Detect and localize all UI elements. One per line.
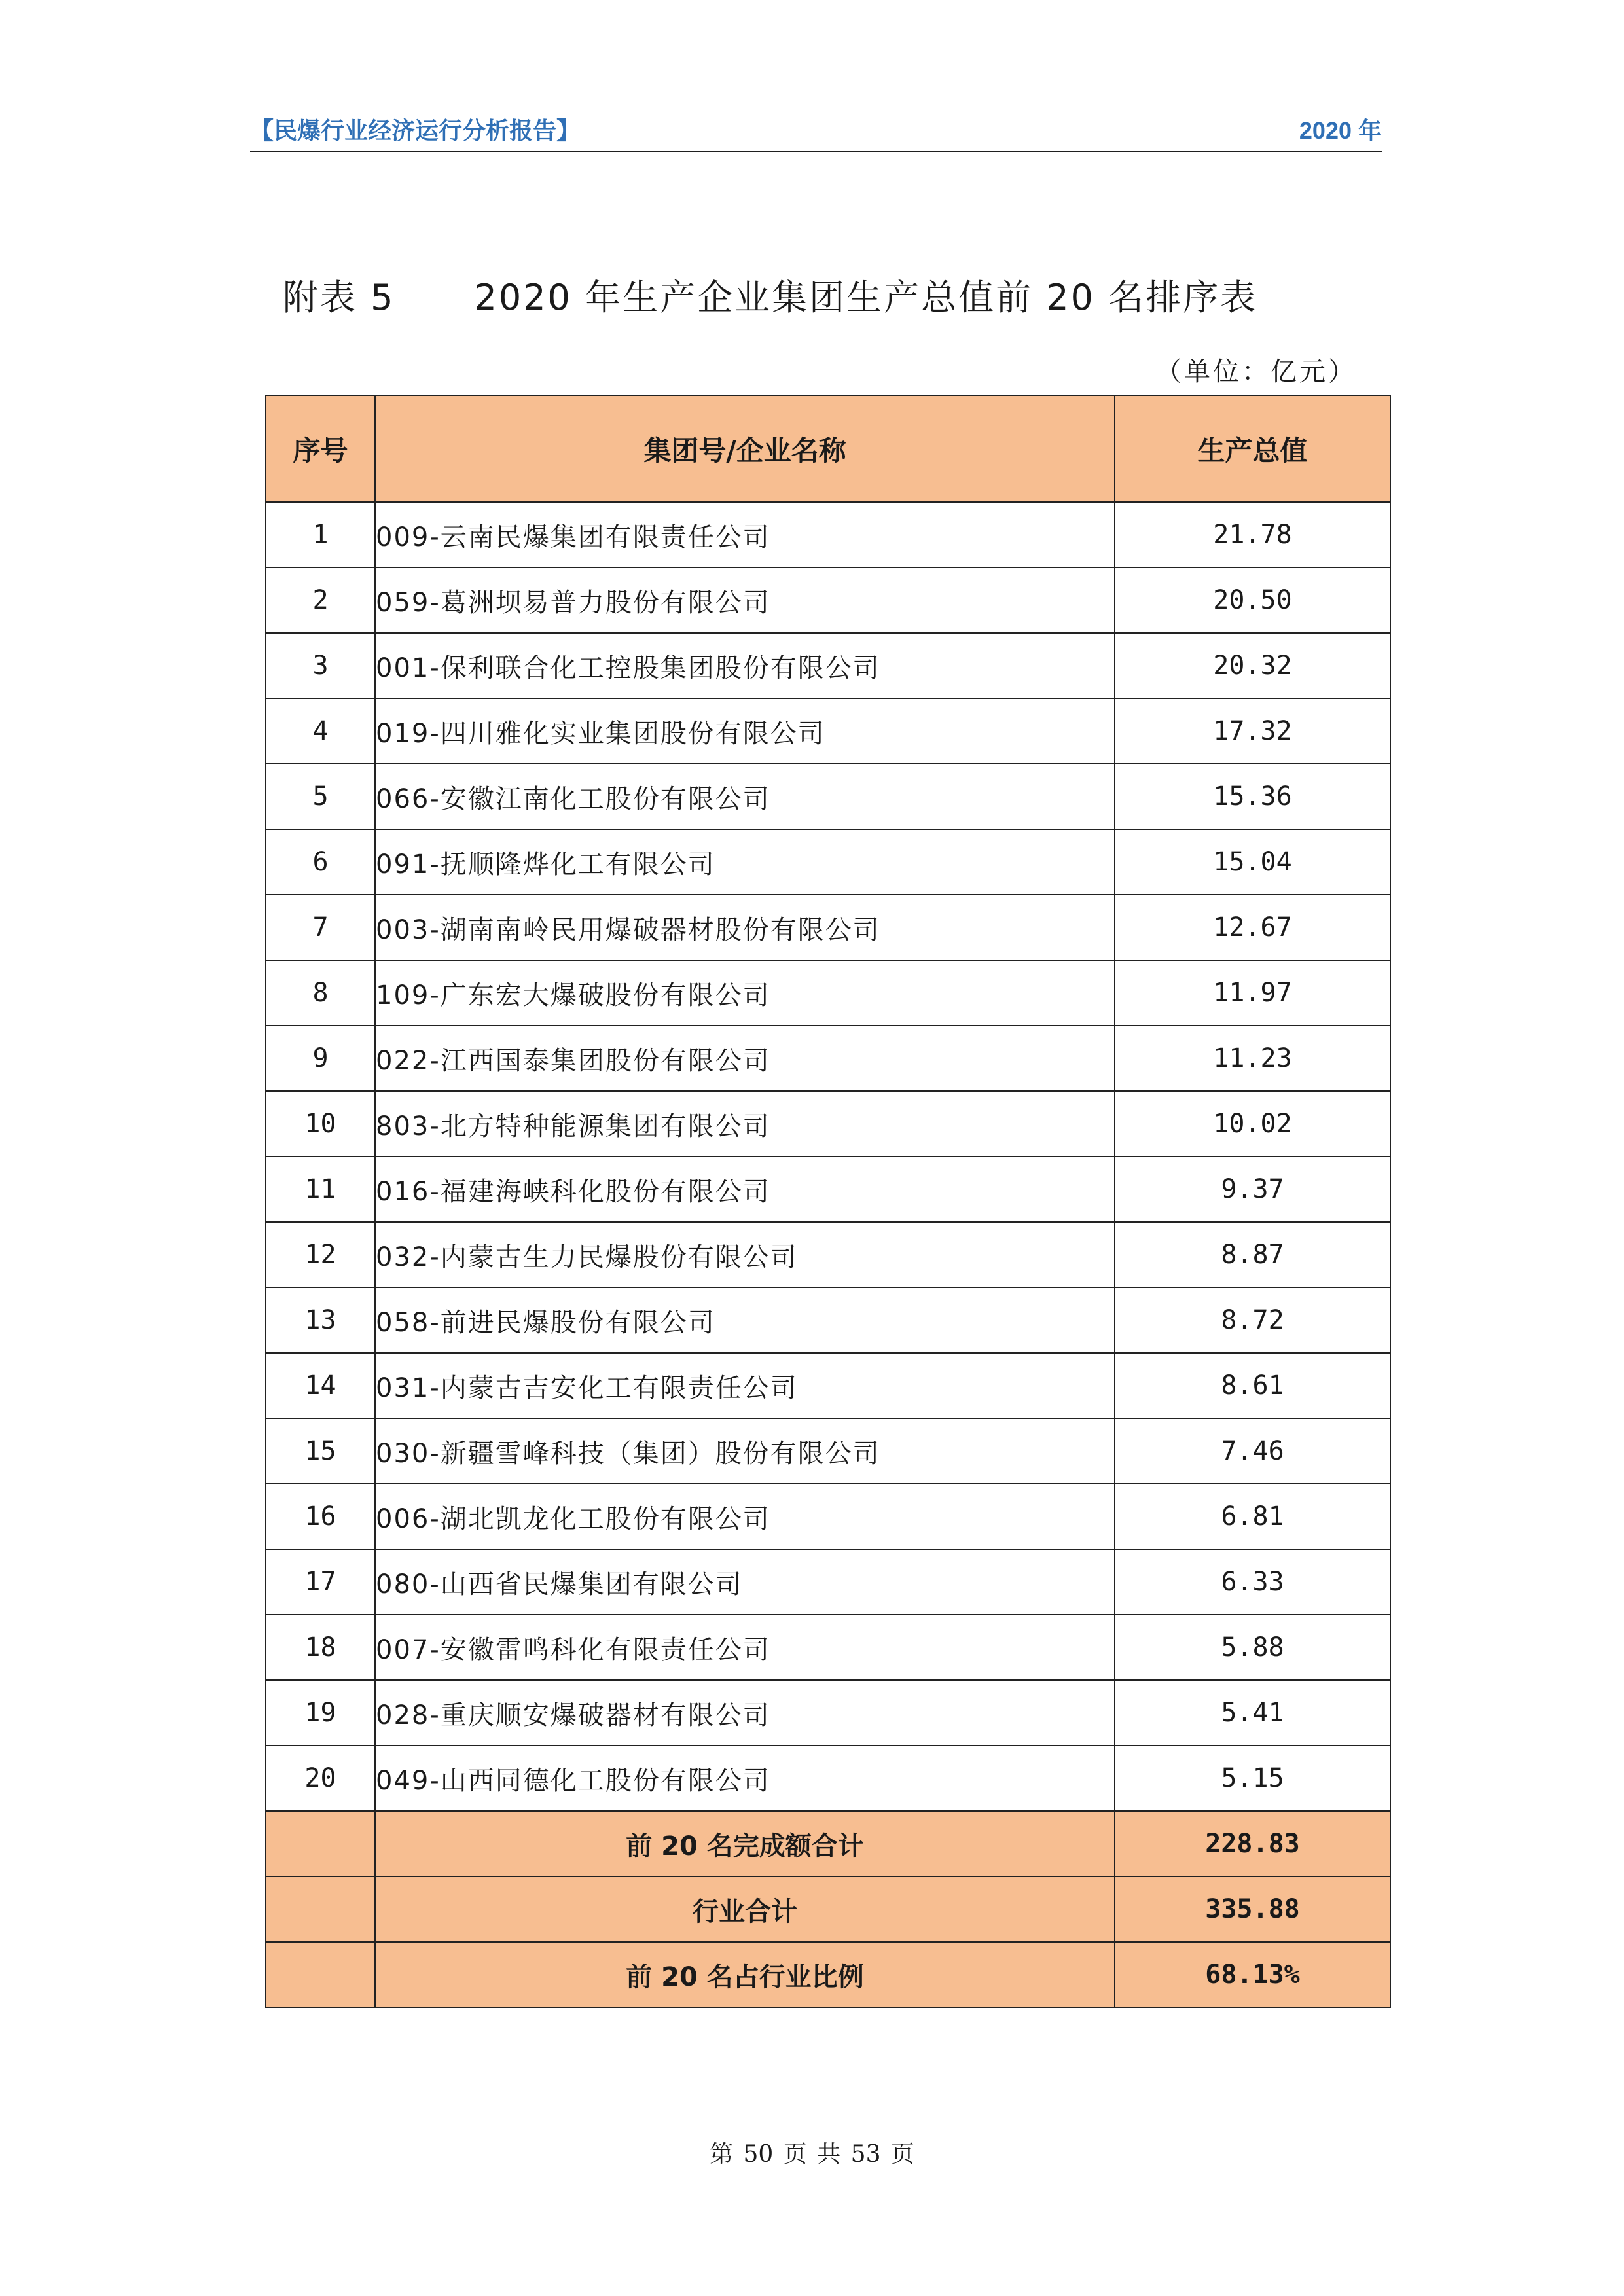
company-name-cell: 080-山西省民爆集团有限公司 — [375, 1549, 1115, 1615]
table-title: 附表 5 2020 年生产企业集团生产总值前 20 名排序表 — [283, 277, 1258, 318]
rank-cell: 3 — [266, 633, 375, 698]
rank-cell: 11 — [266, 1157, 375, 1222]
table-row — [266, 698, 1390, 764]
value-cell: 20.32 — [1115, 633, 1390, 698]
summary-blank-cell — [266, 1876, 375, 1942]
company-name-cell: 006-湖北凯龙化工股份有限公司 — [375, 1484, 1115, 1549]
summary-blank-cell — [266, 1942, 375, 2007]
rank-cell: 7 — [266, 895, 375, 960]
summary-value-cell: 335.88 — [1115, 1876, 1390, 1942]
summary-label-cell: 前 20 名完成额合计 — [375, 1811, 1115, 1876]
header-value: 生产总值 — [1115, 395, 1390, 502]
summary-row — [266, 1876, 1390, 1942]
company-name-cell: 009-云南民爆集团有限责任公司 — [375, 502, 1115, 567]
rank-cell: 2 — [266, 567, 375, 633]
rank-cell: 15 — [266, 1418, 375, 1484]
summary-row — [266, 1811, 1390, 1876]
rank-cell: 17 — [266, 1549, 375, 1615]
table-row — [266, 1353, 1390, 1418]
value-cell: 8.87 — [1115, 1222, 1390, 1287]
table-row — [266, 1026, 1390, 1091]
company-name-cell: 016-福建海峡科化股份有限公司 — [375, 1157, 1115, 1222]
summary-row — [266, 1942, 1390, 2007]
header-rank: 序号 — [266, 395, 375, 502]
table-row — [266, 829, 1390, 895]
company-name-cell: 109-广东宏大爆破股份有限公司 — [375, 960, 1115, 1026]
company-name-cell: 059-葛洲坝易普力股份有限公司 — [375, 567, 1115, 633]
table-row — [266, 1091, 1390, 1157]
report-title: 【民爆行业经济运行分析报告】 — [250, 118, 581, 145]
rank-cell: 19 — [266, 1680, 375, 1746]
rank-cell: 1 — [266, 502, 375, 567]
rank-cell: 6 — [266, 829, 375, 895]
value-cell: 10.02 — [1115, 1091, 1390, 1157]
value-cell: 5.15 — [1115, 1746, 1390, 1811]
table-row — [266, 1157, 1390, 1222]
table-row — [266, 1222, 1390, 1287]
table-row — [266, 502, 1390, 567]
rank-cell: 20 — [266, 1746, 375, 1811]
company-name-cell: 019-四川雅化实业集团股份有限公司 — [375, 698, 1115, 764]
header-company: 集团号/企业名称 — [375, 395, 1115, 502]
summary-blank-cell — [266, 1811, 375, 1876]
summary-value-cell: 68.13% — [1115, 1942, 1390, 2007]
table-row — [266, 567, 1390, 633]
table-header-row — [266, 395, 1390, 502]
company-name-cell: 058-前进民爆股份有限公司 — [375, 1287, 1115, 1353]
table-row — [266, 1680, 1390, 1746]
company-name-cell: 066-安徽江南化工股份有限公司 — [375, 764, 1115, 829]
company-name-cell: 803-北方特种能源集团有限公司 — [375, 1091, 1115, 1157]
company-name-cell: 028-重庆顺安爆破器材有限公司 — [375, 1680, 1115, 1746]
value-cell: 17.32 — [1115, 698, 1390, 764]
summary-label-cell: 行业合计 — [375, 1876, 1115, 1942]
company-name-cell: 091-抚顺隆烨化工有限公司 — [375, 829, 1115, 895]
table-row — [266, 1418, 1390, 1484]
table-row — [266, 1746, 1390, 1811]
table-row — [266, 895, 1390, 960]
table-row — [266, 960, 1390, 1026]
value-cell: 15.04 — [1115, 829, 1390, 895]
value-cell: 5.41 — [1115, 1680, 1390, 1746]
table-row — [266, 1615, 1390, 1680]
value-cell: 9.37 — [1115, 1157, 1390, 1222]
value-cell: 15.36 — [1115, 764, 1390, 829]
rank-cell: 18 — [266, 1615, 375, 1680]
value-cell: 5.88 — [1115, 1615, 1390, 1680]
rank-cell: 10 — [266, 1091, 375, 1157]
company-name-cell: 007-安徽雷鸣科化有限责任公司 — [375, 1615, 1115, 1680]
company-name-cell: 031-内蒙古吉安化工有限责任公司 — [375, 1353, 1115, 1418]
rank-cell: 4 — [266, 698, 375, 764]
table-row — [266, 633, 1390, 698]
company-name-cell: 001-保利联合化工控股集团股份有限公司 — [375, 633, 1115, 698]
company-name-cell: 030-新疆雪峰科技（集团）股份有限公司 — [375, 1418, 1115, 1484]
value-cell: 20.50 — [1115, 567, 1390, 633]
report-year: 2020 年 — [1299, 117, 1382, 144]
table-row — [266, 1549, 1390, 1615]
table-row — [266, 764, 1390, 829]
rank-cell: 5 — [266, 764, 375, 829]
rank-cell: 14 — [266, 1353, 375, 1418]
rank-cell: 8 — [266, 960, 375, 1026]
company-name-cell: 032-内蒙古生力民爆股份有限公司 — [375, 1222, 1115, 1287]
header-divider — [250, 151, 1382, 152]
value-cell: 12.67 — [1115, 895, 1390, 960]
unit-label: （单位：亿元） — [1155, 357, 1357, 387]
value-cell: 6.81 — [1115, 1484, 1390, 1549]
rank-cell: 13 — [266, 1287, 375, 1353]
table-row — [266, 1287, 1390, 1353]
value-cell: 7.46 — [1115, 1418, 1390, 1484]
summary-label-cell: 前 20 名占行业比例 — [375, 1942, 1115, 2007]
company-name-cell: 022-江西国泰集团股份有限公司 — [375, 1026, 1115, 1091]
company-name-cell: 003-湖南南岭民用爆破器材股份有限公司 — [375, 895, 1115, 960]
value-cell: 11.23 — [1115, 1026, 1390, 1091]
rank-cell: 12 — [266, 1222, 375, 1287]
page-number: 第 50 页 共 53 页 — [710, 2141, 914, 2168]
value-cell: 21.78 — [1115, 502, 1390, 567]
rank-cell: 9 — [266, 1026, 375, 1091]
value-cell: 8.72 — [1115, 1287, 1390, 1353]
summary-value-cell: 228.83 — [1115, 1811, 1390, 1876]
value-cell: 6.33 — [1115, 1549, 1390, 1615]
table-row — [266, 1484, 1390, 1549]
ranking-table — [265, 395, 1391, 2008]
company-name-cell: 049-山西同德化工股份有限公司 — [375, 1746, 1115, 1811]
rank-cell: 16 — [266, 1484, 375, 1549]
value-cell: 11.97 — [1115, 960, 1390, 1026]
value-cell: 8.61 — [1115, 1353, 1390, 1418]
